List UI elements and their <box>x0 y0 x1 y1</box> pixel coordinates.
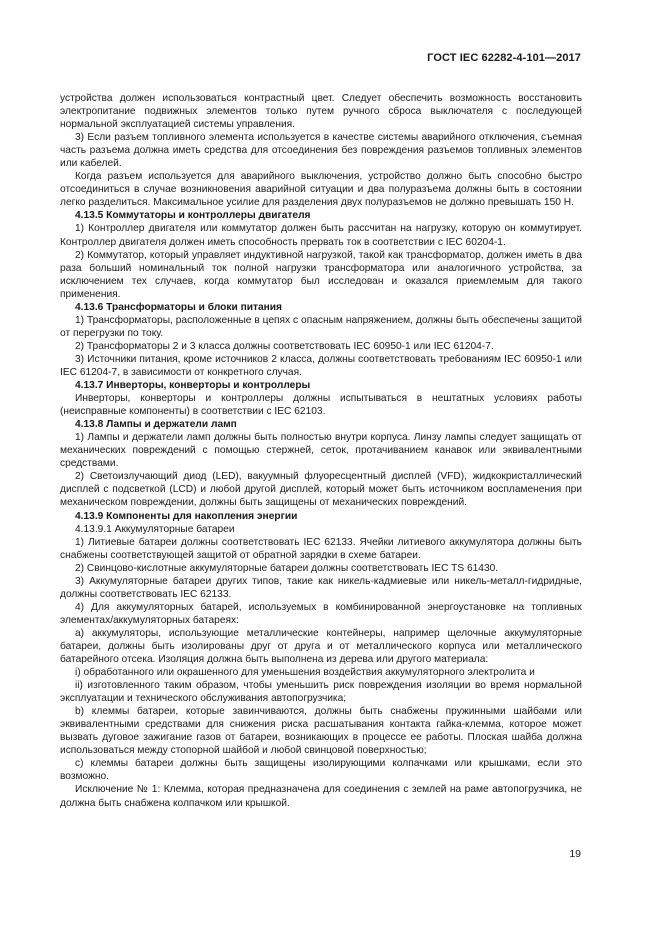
document-body <box>60 92 582 810</box>
exception-note: Исключение № 1: Клемма, которая предназначена для соединения с землей на раме автопогрузчика, не должна быть снабжена колпачком или крышкой. <box>60 784 582 809</box>
paragraph: 2) Светоизлучающий диод (LED), вакуумный флуоресцентный дисплей (VFD), жидкокристаллический дисплей с подсветкой (LCD) и любой другой дисплей, который может быть источником воспламенения при механическом повреждении, должны быть защищены от механических повреждений. <box>60 471 582 509</box>
paragraph: 3) Аккумуляторные батареи других типов, такие как никель-кадмиевые или никель-металл-гидридные, должны соответствовать IEC 62133. <box>60 575 582 600</box>
paragraph: 4) Для аккумуляторных батарей, используемых в комбинированной энергоустановке на топливных элементах/аккумуляторных батареях: <box>60 601 582 626</box>
paragraph: Когда разъем используется для аварийного выключения, устройство должно быть способно быстро отсоединиться в случае возникновения аварийной ситуации и два полуразъема должны быть в состоянии легко разделиться. Максимальное усилие для разделения двух полуразъемов не должно превышать 150 Н. <box>60 171 582 209</box>
paragraph: Инверторы, конверторы и контроллеры должны испытываться в нештатных условиях работы (неисправные компоненты) в соответствии с IEC 62103. <box>60 393 582 418</box>
paragraph: 3) Если разъем топливного элемента используется в качестве системы аварийного отключения, съемная часть разъема должна иметь средства для отсоединения без повреждения разъемов топливных элементов или кабелей. <box>60 132 582 170</box>
paragraph: 2) Свинцово-кислотные аккумуляторные батареи должны соответствовать IEC TS 61430. <box>75 562 499 574</box>
paragraph: 3) Источники питания, кроме источников 2 класса, должны соответствовать требованиям IEC 60950-1 или IEC 61204-7, в зависимости от конкретного случая. <box>60 353 582 378</box>
paragraph: 1) Литиевые батареи должны соответствовать IEC 62133. Ячейки литиевого аккумулятора должны быть снабжены соответствующей защитой от обратной зарядки в схеме батареи. <box>60 536 582 561</box>
paragraph: 1) Лампы и держатели ламп должны быть полностью внутри корпуса. Линзу лампы следует защищать от механических повреждений с помощью стержней, сеток, протачиванием канавок или эквивалентными средствами. <box>60 432 582 470</box>
section-heading: 4.13.5 Коммутаторы и контроллеры двигателя <box>75 210 311 222</box>
section-heading: 4.13.6 Трансформаторы и блоки питания <box>75 301 283 313</box>
paragraph: b) клеммы батареи, которые завинчиваются, должны быть снабжены пружинными шайбами или эквивалентными средствами для снижения риска расшатывания контакта гайка-клемма, которое может вызвать дуговое зажигание газов от батареи, возникающих в процессе ее работы. Плоская шайба должна использоваться между стопорной шайбой и любой свинцовой поверхностью; <box>60 706 582 757</box>
paragraph: ii) изготовленного таким образом, чтобы уменьшить риск повреждения изоляции во время нормальной эксплуатации и технического обслуживания автопогрузчика; <box>60 680 582 705</box>
subsection-heading: 4.13.9.1 Аккумуляторные батареи <box>75 523 235 535</box>
paragraph: c) клеммы батареи должны быть защищены изолирующими колпачками или крышками, если это возможно. <box>60 758 582 783</box>
paragraph: 1) Контроллер двигателя или коммутатор должен быть рассчитан на нагрузку, которую он коммутирует. Контроллер двигателя должен иметь способность прервать ток в соответствии с IEC 60204-1. <box>60 223 582 248</box>
paragraph: i) обработанного или окрашенного для уменьшения воздействия аккумуляторного электролита и <box>75 667 535 679</box>
paragraph: устройства должен использоваться контрастный цвет. Следует обеспечить возможность восстановить электропитание подвижных элементов только путем ручного сброса выключателя с последующей нормальной эксплуатацией системы управления. <box>60 93 582 131</box>
paragraph: 1) Трансформаторы, расположенные в цепях с опасным напряжением, должны быть обеспечены защитой от перегрузки по току. <box>60 314 582 339</box>
section-heading: 4.13.7 Инверторы, конверторы и контроллеры <box>75 380 311 392</box>
paragraph: 2) Трансформаторы 2 и 3 класса должны соответствовать IEC 60950-1 или IEC 61204-7. <box>75 340 494 352</box>
paragraph: a) аккумуляторы, использующие металлические контейнеры, например щелочные аккумуляторные батареи, должны быть изолированы друг от друга и от металлического корпуса или металлического батарейного отсека. Изоляция должна быть выполнена из дерева или другого материала: <box>60 627 582 666</box>
standard-designation: ГОСТ IEC 62282-4-101—2017 <box>427 52 581 64</box>
section-heading: 4.13.8 Лампы и держатели ламп <box>75 419 237 431</box>
paragraph: 2) Коммутатор, который управляет индуктивной нагрузкой, такой как трансформатор, должен иметь в два раза больший номинальный ток полной нагрузки трансформатора или аналогичного устройства, за исключением тех случаев, когда коммутатор был исследован и оказался приемлемым для такого применения. <box>60 249 582 300</box>
page-number: 19 <box>569 848 581 860</box>
section-heading: 4.13.9 Компоненты для накопления энергии <box>75 510 298 522</box>
